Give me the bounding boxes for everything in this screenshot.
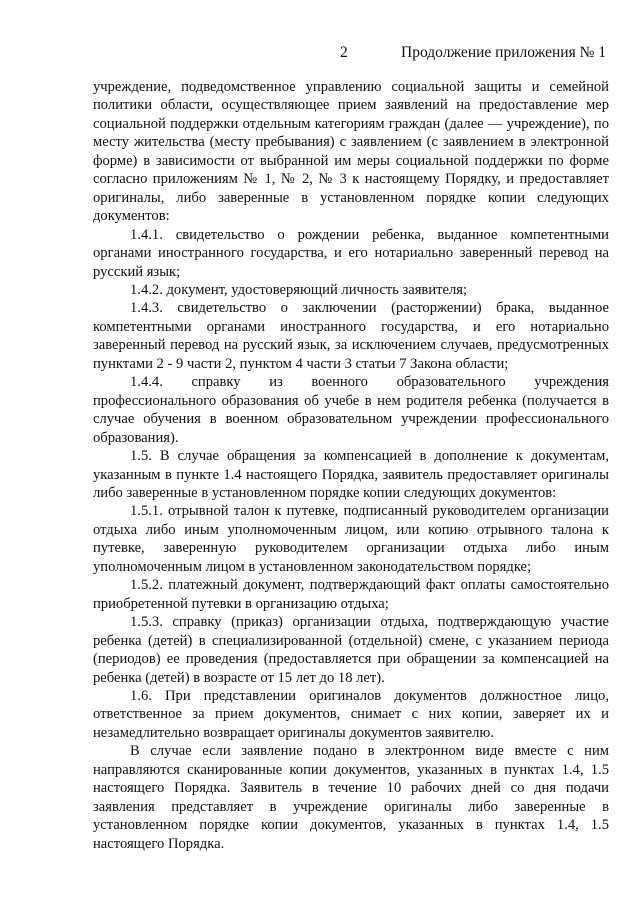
paragraph-1-6: 1.6. При представлении оригиналов документов должностное лицо, ответственное за прием документов, снимает с них копии, заверяет их и незамедлительно возвращает оригиналы документов заявителю. (93, 687, 609, 741)
paragraph-1-4-4: 1.4.4. справку из военного образовательного учреждения профессионального образования об учебе в нем родителя ребенка (получается в случае обучения в военном образовательном учреждении профессионального образования). (93, 374, 609, 446)
paragraph-1-4-2: 1.4.2. документ, удостоверяющий личность заявителя; (130, 281, 468, 298)
paragraph-1-5-2: 1.5.2. платежный документ, подтверждающий факт оплаты самостоятельно приобретенной путевки в организацию отдыха; (93, 577, 609, 612)
paragraph-electronic-submission: В случае если заявление подано в электронном виде вместе с ним направляются сканированные копии документов, указанных в пунктах 1.4, 1.5 настоящего Порядка. Заявитель в течение 10 рабочих дней со дня подачи заявления представляет в учреждение оригиналы либо заверенные в установленном порядке копии документов, указанных в пунктах 1.4, 1.5 настоящего Порядка. (93, 743, 609, 852)
paragraph-1-5-1: 1.5.1. отрывной талон к путевке, подписанный руководителем организации отдыха либо иным уполномоченным лицом, или копию отрывного талона к путевке, заверенную руководителем организации отдыха либо иным уполномоченным лицом в установленном законодательством порядке; (93, 503, 609, 575)
paragraph-continuation: учреждение, подведомственное управлению социальной защиты и семейной политики области, осуществляющее прием заявлений на предоставление мер социальной поддержки отдельным категориям граждан (далее — учреждение), по месту жительства (месту пребывания) с заявлением (с заявлением в электронной форме) в зависимости от выбранной им меры социальной поддержки по форме согласно приложениям № 1, № 2, № 3 к настоящему Порядку, и предоставляет оригиналы, либо заверенные в установленном порядке копии следующих документов: (93, 79, 609, 225)
paragraph-1-5-3: 1.5.3. справку (приказ) организации отдыха, подтверждающую участие ребенка (детей) в специализированной (отдельной) смене, с указанием периода (периодов) ее проведения (предоставляется при обращении за компенсацией на ребенка (детей) в возрасте от 15 лет до 18 лет). (93, 614, 609, 686)
appendix-header: Продолжение приложения № 1 (401, 44, 606, 61)
paragraph-1-5: 1.5. В случае обращения за компенсацией в дополнение к документам, указанным в пункте 1.4 настоящего Порядка, заявитель предоставляет оригиналы либо заверенные в установленном порядке копии следующих документов: (93, 448, 609, 501)
paragraph-1-4-1: 1.4.1. свидетельство о рождении ребенка, выданное компетентными органами иностранного государства, и его нотариально заверенный перевод на русский язык; (93, 226, 609, 280)
page-number: 2 (340, 44, 348, 61)
document-body (93, 78, 609, 853)
paragraph-1-4-3: 1.4.3. свидетельство о заключении (расторжении) брака, выданное компетентными органами иностранного государства, и его нотариально заверенный перевод на русский язык, за исключением случаев, предусмотренных пунктами 2 - 9 части 2, пунктом 4 части 3 статьи 7 Закона области; (93, 300, 609, 372)
